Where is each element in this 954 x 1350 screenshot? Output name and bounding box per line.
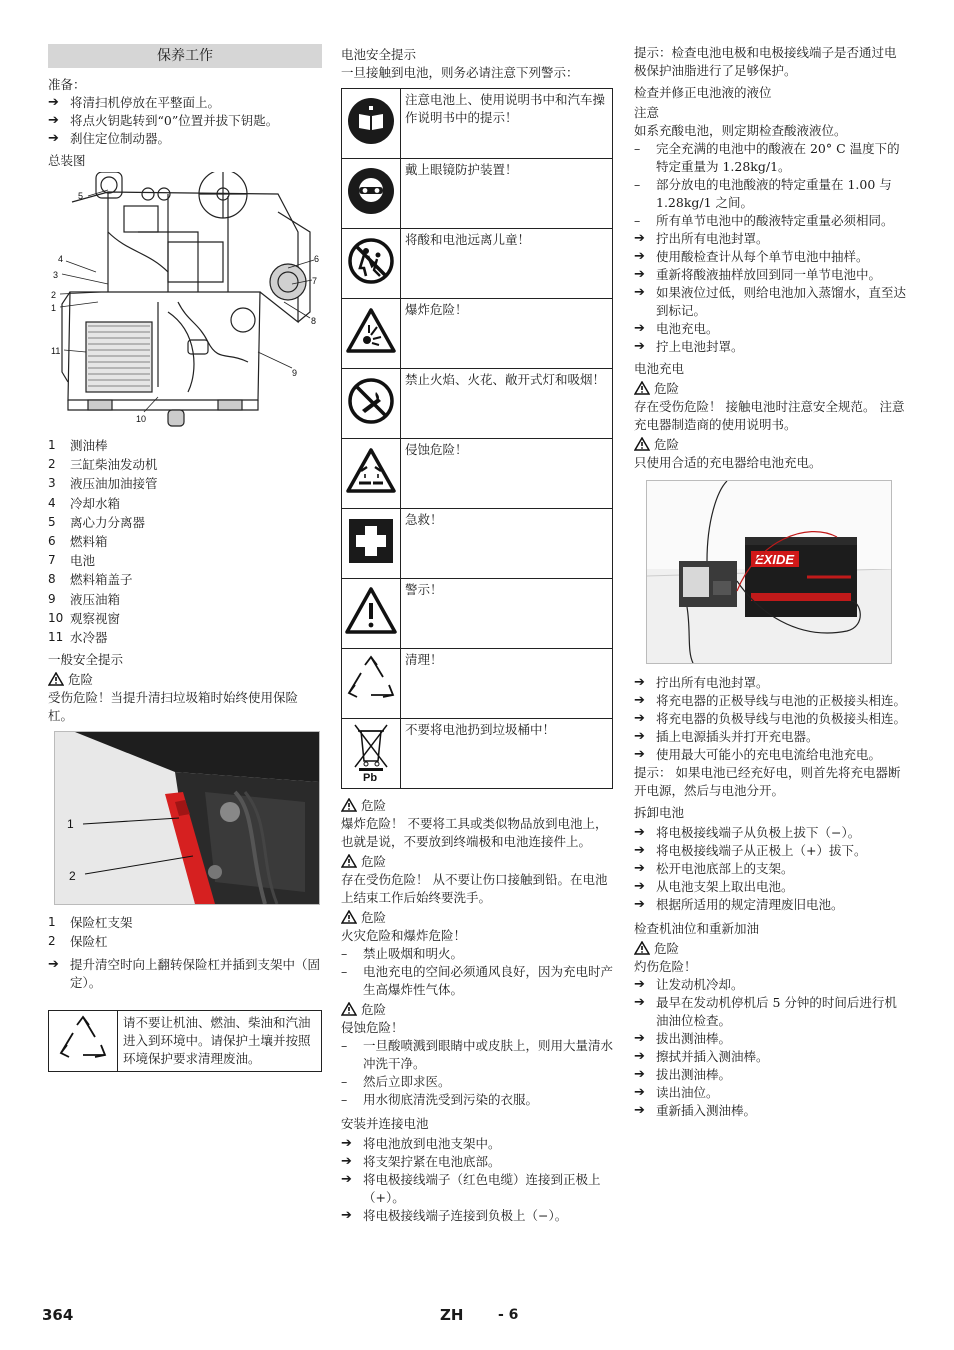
safety-bar-photo-svg xyxy=(55,732,319,904)
danger-fire: 危险 xyxy=(341,909,613,927)
table-row xyxy=(342,719,613,789)
battery-brand: EXIDE xyxy=(755,552,795,567)
callout-4: 4 xyxy=(58,254,64,264)
danger-injury: 危险 xyxy=(341,853,613,871)
danger-triangle-icon xyxy=(634,941,650,955)
list-item: ➔ 将电极接线端子（红色电缆）连接到正极上（+）。 xyxy=(341,1172,601,1205)
oil-steps xyxy=(634,976,908,1120)
list-item: ➔ 电池充电。 xyxy=(634,321,719,336)
danger-corrosion: 危险 xyxy=(341,1001,613,1019)
column-middle xyxy=(341,46,613,1225)
bar-steps xyxy=(48,956,322,992)
callout-5: 5 xyxy=(78,191,84,201)
column-right xyxy=(634,44,908,1120)
danger-triangle-icon xyxy=(634,437,650,451)
pb-label: Pb xyxy=(363,772,378,783)
arrow-right-icon: ➔ xyxy=(341,1136,352,1151)
explosion-icon xyxy=(345,307,397,355)
table-row xyxy=(342,649,613,719)
list-item: ➔ 使用最大可能小的充电电流给电池充电。 xyxy=(634,747,882,762)
general-safety-text: 受伤危险！当提升清扫垃圾箱时始终使用保险杠。 xyxy=(48,690,299,724)
column-left xyxy=(48,44,322,1072)
recycle-icon xyxy=(345,655,397,707)
prep-label: 准备： xyxy=(48,77,86,92)
battery-charger-photo xyxy=(646,480,892,664)
arrow-right-icon: ➔ xyxy=(48,956,59,972)
bar-parts-list xyxy=(48,913,322,951)
callout-7: 7 xyxy=(312,276,318,286)
battery-safety-title: 电池安全提示 xyxy=(341,47,417,62)
callout-1: 1 xyxy=(51,303,57,313)
hint-disconnect: 提示： 如果电池已经充好电，则首先将充电器断开电源，然后与电池分开。 xyxy=(634,765,901,798)
list-item: ➔ 将电极接线端子连接到负极上（−）。 xyxy=(341,1208,568,1223)
no-fire-icon xyxy=(346,376,396,426)
note-items xyxy=(634,140,908,230)
list-item: ➔ 将支架拧紧在电池底部。 xyxy=(341,1154,501,1169)
environment-box xyxy=(48,1010,322,1072)
list-item: – 所有单节电池中的酸液特定重量必须相同。 xyxy=(634,213,894,228)
corrosion-items xyxy=(341,1037,613,1109)
arrow-right-icon: ➔ xyxy=(634,879,645,894)
arrow-right-icon: ➔ xyxy=(634,675,645,690)
electrolyte-title: 检查并修正电池液的液位 xyxy=(634,85,772,100)
warning-text: 将酸和电池远离儿童！ xyxy=(401,229,613,299)
list-item: ➔ 最早在发动机停机后 5 分钟的时间后进行机油油位检查。 xyxy=(634,995,897,1028)
arrow-right-icon: ➔ xyxy=(48,113,59,128)
danger-explosion-text: 爆炸危险！ 不要将工具或类似物品放到电池上，也就是说，不要放到终端极和电池连接件上。 xyxy=(341,816,608,849)
hint-pole-grease: 提示：检查电池电极和电极接线端子是否通过电极保护油脂进行了足够保护。 xyxy=(634,45,897,78)
callout-3: 3 xyxy=(53,270,59,280)
list-item: ➔ 让发动机冷却。 xyxy=(634,977,744,992)
list-item: ➔ 将点火钥匙转到“0”位置并拔下钥匙。 xyxy=(48,113,279,128)
list-item: ➔ 将电极接线端子从正极上（+）拔下。 xyxy=(634,843,867,858)
general-safety-title: 一般安全提示 xyxy=(48,652,124,668)
first-aid-icon xyxy=(347,517,395,565)
warning-table xyxy=(341,88,613,789)
list-item: ➔ 根据所适用的规定清理废旧电池。 xyxy=(634,897,844,912)
list-item: ➔ 使用酸检查计从每个单节电池中抽样。 xyxy=(634,249,869,264)
machine-overview-drawing xyxy=(48,172,322,434)
arrow-right-icon: ➔ xyxy=(634,897,645,912)
list-item: – 然后立即求医。 xyxy=(341,1074,451,1089)
list-item: ➔ 拧出所有电池封罩。 xyxy=(634,675,769,690)
warning-text: 清理！ xyxy=(401,649,613,719)
list-item: 2 三缸柴油发动机 xyxy=(48,457,158,473)
page-number: 364 xyxy=(42,1306,74,1324)
arrow-right-icon: ➔ xyxy=(341,1172,352,1187)
list-item: ➔ 擦拭并插入测油棒。 xyxy=(634,1049,769,1064)
table-row xyxy=(342,579,613,649)
warning-text: 警示！ xyxy=(401,579,613,649)
list-item: ➔ 插上电源插头并打开充电器。 xyxy=(634,729,819,744)
list-item: ➔ 提升清空时向上翻转保险杠并插到支架中（固定）。 xyxy=(48,956,321,990)
list-item: ➔ 松开电池底部上的支架。 xyxy=(634,861,794,876)
callout-11: 11 xyxy=(51,346,61,356)
danger-charge-2-text: 只使用合适的充电器给电池充电。 xyxy=(634,455,822,470)
arrow-right-icon: ➔ xyxy=(634,843,645,858)
list-item: ➔ 将电极接线端子从负极上拔下（−）。 xyxy=(634,825,861,840)
warning-text: 注意电池上、使用说明书中和汽车操作说明书中的提示！ xyxy=(401,89,613,159)
photo-callout-2: 2 xyxy=(69,869,76,884)
danger-label: 危险 xyxy=(68,672,94,688)
table-row xyxy=(342,229,613,299)
warning-text: 侵蚀危险！ xyxy=(401,439,613,509)
danger-corrosion-text: 侵蚀危险！ xyxy=(341,1020,404,1035)
no-bin-icon xyxy=(347,719,395,783)
list-item: ➔ 将充电器的正极导线与电池的正极接头相连。 xyxy=(634,693,907,708)
machine-drawing-svg xyxy=(48,172,322,434)
charge-title: 电池充电 xyxy=(634,361,685,376)
list-item: 8 燃料箱盖子 xyxy=(48,572,133,588)
remove-steps xyxy=(634,824,908,914)
arrow-right-icon: ➔ xyxy=(634,1067,645,1082)
arrow-right-icon: ➔ xyxy=(634,1103,645,1118)
danger-triangle-icon xyxy=(341,1002,357,1016)
list-item: ➔ 将清扫机停放在平整面上。 xyxy=(48,95,221,110)
list-item: 1 测油棒 xyxy=(48,438,108,453)
list-item: ➔ 读出油位。 xyxy=(634,1085,719,1100)
arrow-right-icon: ➔ xyxy=(634,1085,645,1100)
list-item: – 用水彻底清洗受到污染的衣服。 xyxy=(341,1092,539,1107)
list-item: ➔ 重新将酸液抽样放回到同一单节电池中。 xyxy=(634,267,882,282)
list-item: ➔ 拔出测油棒。 xyxy=(634,1031,732,1046)
callout-8: 8 xyxy=(311,316,317,326)
warning-text: 戴上眼镜防护装置！ xyxy=(401,159,613,229)
list-item: ➔ 将电池放到电池支架中。 xyxy=(341,1136,501,1151)
danger-explosion: 危险 xyxy=(341,797,613,815)
danger-burn-text: 灼伤危险！ xyxy=(634,959,697,974)
callout-10: 10 xyxy=(136,414,147,424)
arrow-right-icon: ➔ xyxy=(634,321,645,336)
list-item: 11 水冷器 xyxy=(48,630,108,646)
list-item: ➔ 拧上电池封罩。 xyxy=(634,339,744,354)
list-item: ➔ 从电池支架上取出电池。 xyxy=(634,879,794,894)
oil-title: 检查机油位和重新加油 xyxy=(634,921,760,936)
list-item: 6 燃料箱 xyxy=(48,534,108,550)
section-title: 保养工作 xyxy=(48,44,322,68)
list-item: 2 保险杠 xyxy=(48,934,108,950)
arrow-right-icon: ➔ xyxy=(341,1154,352,1169)
goggles-icon xyxy=(346,166,396,216)
arrow-right-icon: ➔ xyxy=(634,747,645,762)
list-item: ➔ 如果液位过低，则给电池加入蒸馏水，直至达到标记。 xyxy=(634,285,907,318)
arrow-right-icon: ➔ xyxy=(634,825,645,840)
callout-9: 9 xyxy=(292,368,298,378)
arrow-right-icon: ➔ xyxy=(634,1049,645,1064)
table-row xyxy=(342,89,613,159)
arrow-right-icon: ➔ xyxy=(634,267,645,282)
danger-charge-1: 危险 xyxy=(634,380,908,398)
no-children-icon xyxy=(346,236,396,286)
arrow-right-icon: ➔ xyxy=(48,131,59,146)
list-item: – 部分放电的电池酸液的特定重量在 1.00 与 1.28kg/1 之间。 xyxy=(634,177,892,210)
list-item: 3 液压油加油接管 xyxy=(48,476,158,492)
arrow-right-icon: ➔ xyxy=(48,95,59,110)
table-row xyxy=(342,159,613,229)
install-title: 安装并连接电池 xyxy=(341,1116,429,1131)
danger-triangle-icon xyxy=(48,672,64,686)
env-icon-cell xyxy=(49,1011,118,1071)
danger-charge-1-text: 存在受伤危险！ 接触电池时注意安全规范。 注意充电器制造商的使用说明书。 xyxy=(634,399,905,432)
danger-burn: 危险 xyxy=(634,940,908,958)
list-item: 7 电池 xyxy=(48,553,96,569)
language-code: ZH xyxy=(440,1306,464,1324)
list-item: ➔ 拔出测油棒。 xyxy=(634,1067,732,1082)
danger-fire-text: 火灾危险和爆炸危险！ xyxy=(341,928,467,943)
charge-steps xyxy=(634,674,908,764)
note-label: 注意 xyxy=(634,105,660,120)
list-item: 4 冷却水箱 xyxy=(48,495,121,511)
arrow-right-icon: ➔ xyxy=(341,1208,352,1223)
photo-callout-1: 1 xyxy=(67,817,74,832)
warning-text: 不要将电池扔到垃圾桶中！ xyxy=(401,719,613,789)
arrow-right-icon: ➔ xyxy=(634,977,645,992)
warning-text: 禁止火焰、火花、敞开式灯和吸烟！ xyxy=(401,369,613,439)
table-row xyxy=(342,439,613,509)
danger-triangle-icon xyxy=(341,910,357,924)
callout-2: 2 xyxy=(51,290,57,300)
list-item: ➔ 重新插入测油棒。 xyxy=(634,1103,757,1118)
list-item: ➔ 刹住定位制动器。 xyxy=(48,131,171,146)
install-steps xyxy=(341,1135,613,1225)
list-item: 1 保险杠支架 xyxy=(48,915,133,931)
arrow-right-icon: ➔ xyxy=(634,249,645,264)
list-item: – 一旦酸喷溅到眼睛中或皮肤上，则用大量清水冲洗干净。 xyxy=(341,1038,614,1071)
note-text: 如系充酸电池，则定期检查酸液液位。 xyxy=(634,123,847,138)
list-item: – 完全充满的电池中的酸液在 20° C 温度下的特定重量为 1.28kg/1。 xyxy=(634,141,900,174)
overview-label: 总装图 xyxy=(48,153,86,168)
manual-icon xyxy=(346,96,396,146)
charger-photo-svg xyxy=(647,481,891,663)
warning-text: 急救！ xyxy=(401,509,613,579)
arrow-right-icon: ➔ xyxy=(634,711,645,726)
table-row xyxy=(342,509,613,579)
battery-safety-intro: 一旦接触到电池，则务必请注意下列警示： xyxy=(341,65,579,80)
arrow-right-icon: ➔ xyxy=(634,231,645,246)
list-item: 5 离心力分离器 xyxy=(48,514,146,530)
electrolyte-steps xyxy=(634,230,908,356)
arrow-right-icon: ➔ xyxy=(634,861,645,876)
table-row xyxy=(342,369,613,439)
list-item: – 电池充电的空间必须通风良好，因为充电时产生高爆炸性气体。 xyxy=(341,964,614,997)
list-item: ➔ 将充电器的负极导线与电池的负极接头相连。 xyxy=(634,711,907,726)
prep-steps xyxy=(48,94,322,148)
table-row xyxy=(342,299,613,369)
recycle-icon xyxy=(57,1015,109,1067)
parts-list xyxy=(48,436,322,647)
safety-bar-photo xyxy=(54,731,320,905)
danger-triangle-icon xyxy=(634,381,650,395)
fire-items xyxy=(341,945,613,999)
arrow-right-icon: ➔ xyxy=(634,285,645,300)
arrow-right-icon: ➔ xyxy=(634,693,645,708)
arrow-right-icon: ➔ xyxy=(634,995,645,1010)
danger-charge-2: 危险 xyxy=(634,436,908,454)
list-item: 9 液压油箱 xyxy=(48,591,121,607)
danger-general xyxy=(48,671,322,689)
remove-title: 拆卸电池 xyxy=(634,805,685,820)
warning-text: 爆炸危险！ xyxy=(401,299,613,369)
list-item: 10 观察视窗 xyxy=(48,610,121,626)
arrow-right-icon: ➔ xyxy=(634,729,645,744)
callout-6: 6 xyxy=(314,254,320,264)
danger-triangle-icon xyxy=(341,854,357,868)
env-text: 请不要让机油、燃油、柴油和汽油进入到环境中。请保护土壤并按照环境保护要求清理废油。 xyxy=(123,1014,311,1066)
sub-page-number: - 6 xyxy=(498,1307,519,1323)
corrosion-icon xyxy=(345,447,397,495)
arrow-right-icon: ➔ xyxy=(634,339,645,354)
list-item: ➔ 拧出所有电池封罩。 xyxy=(634,231,769,246)
danger-injury-text: 存在受伤危险！ 从不要让伤口接触到铅。在电池上结束工作后始终要洗手。 xyxy=(341,872,608,905)
warning-icon xyxy=(344,586,398,636)
danger-triangle-icon xyxy=(341,798,357,812)
list-item: – 禁止吸烟和明火。 xyxy=(341,946,464,961)
arrow-right-icon: ➔ xyxy=(634,1031,645,1046)
